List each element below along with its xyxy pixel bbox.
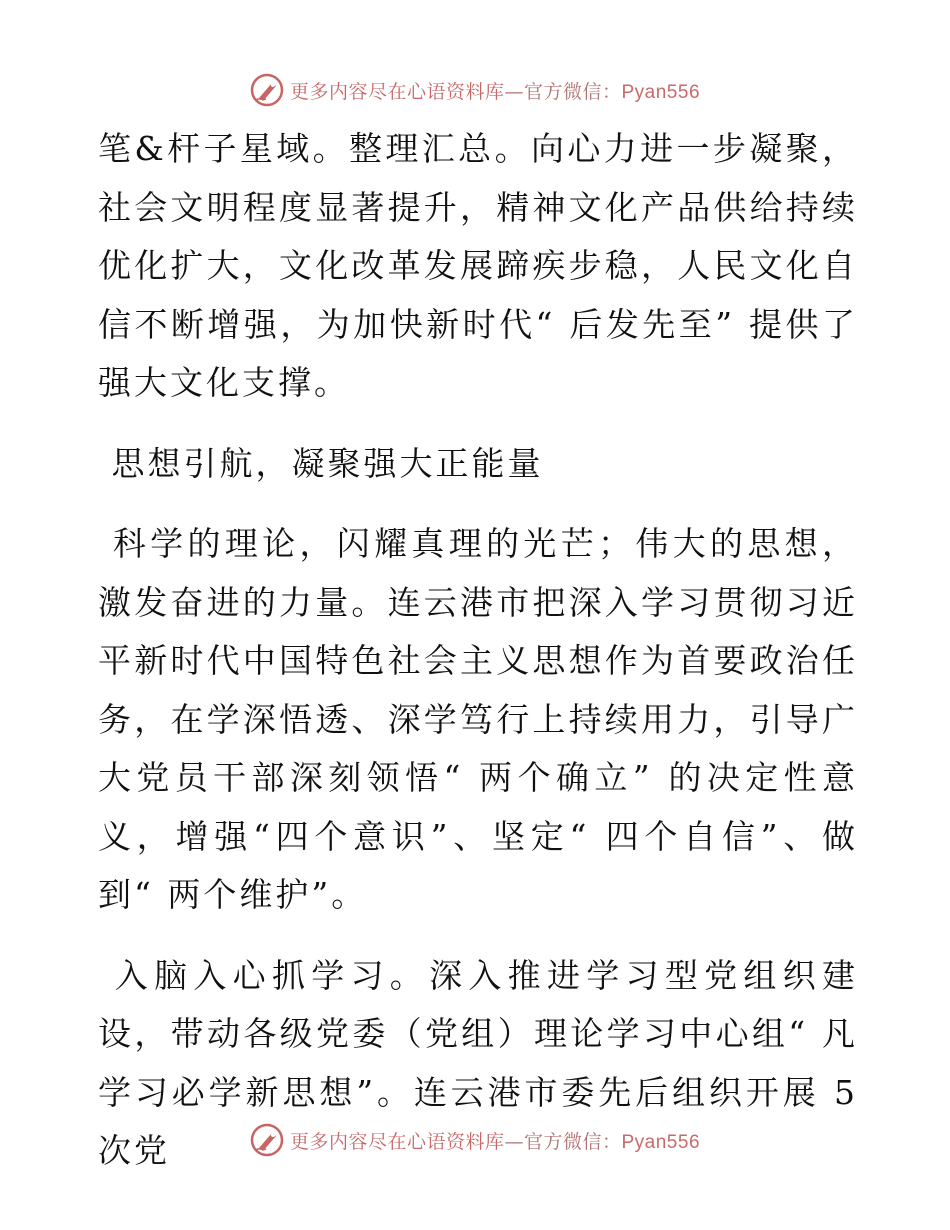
document-body — [98, 120, 872, 1181]
paragraph-1: 笔&杆子星域。整理汇总。向心力进一步凝聚，社会文明程度显著提升，精神文化产品供给持续优化扩大，文化改革发展蹄疾步稳，人民文化自信不断增强，为加快新时代“ 后发先至” 提供了强大文化支撑。 — [98, 129, 858, 402]
watermark-wechat-id: Pyan556 — [621, 81, 701, 103]
watermark-separator-text: —官方微信： — [504, 80, 622, 103]
pen-nib-logo-icon — [250, 73, 284, 107]
watermark-main-text: 更多内容尽在心语资料库 — [289, 80, 505, 103]
paragraph-3: 入脑入心抓学习。深入推进学习型党组织建设，带动各级党委（党组）理论学习中心组“ 凡学习必学新思想”。连云港市委先后组织开展 5 次党 — [98, 955, 872, 1170]
watermark-header — [0, 72, 950, 108]
watermark-footer — [0, 1122, 950, 1158]
watermark-text — [290, 1127, 700, 1154]
pen-nib-logo-icon — [250, 1123, 284, 1157]
watermark-separator-text: —官方微信： — [504, 1130, 622, 1153]
watermark-wechat-id: Pyan556 — [621, 1131, 701, 1153]
section-heading: 思想引航，凝聚强大正能量 — [98, 443, 544, 483]
watermark-text — [290, 77, 700, 104]
paragraph-2: 科学的理论，闪耀真理的光芒；伟大的思想，激发奋进的力量。连云港市把深入学习贯彻习近平新时代中国特色社会主义思想作为首要政治任务，在学深悟透、深学笃行上持续用力，引导广大党员干部深刻领悟“ 两个确立” 的决定性意义，增强“四个意识”、坚定“ 四个自信”、做到“ 两个维护”。 — [98, 524, 859, 914]
watermark-main-text: 更多内容尽在心语资料库 — [289, 1130, 505, 1153]
